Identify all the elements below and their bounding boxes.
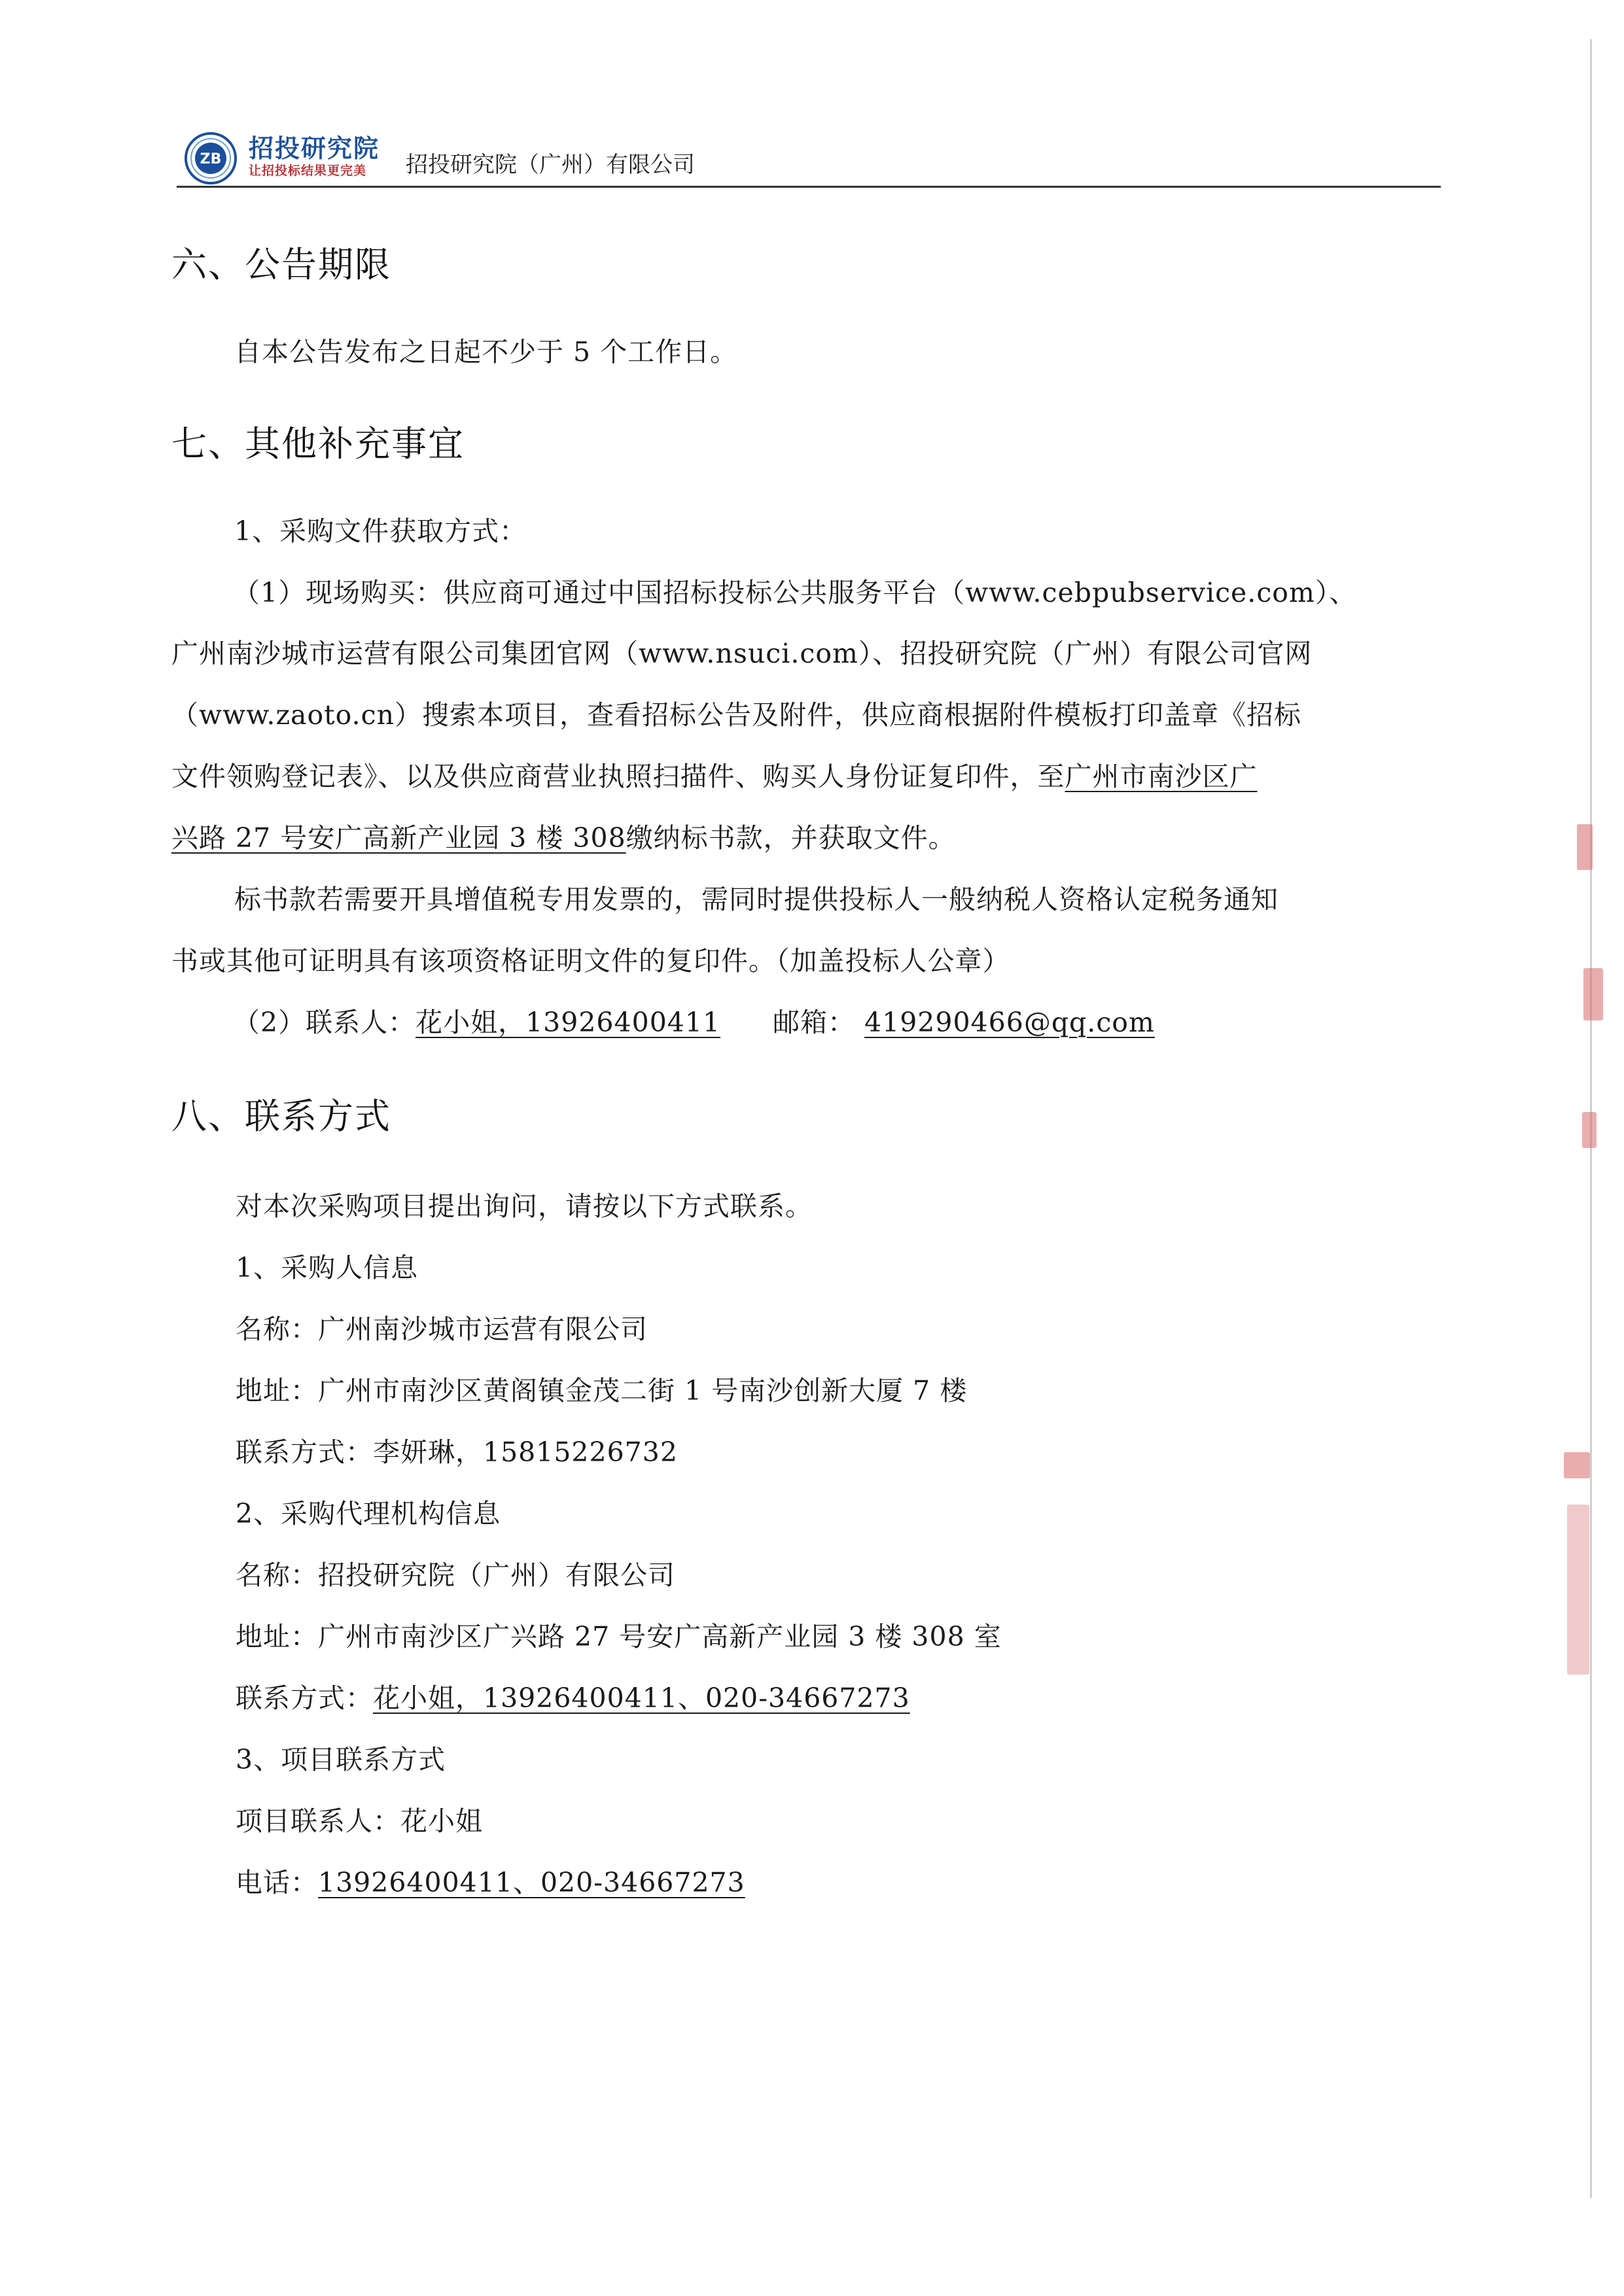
project-contact-person: 项目联系人：花小姐 — [236, 1805, 483, 1837]
header-divider — [177, 186, 1441, 188]
onsite-purchase-line-4 — [171, 759, 1258, 793]
purchase-method-heading: 1、采购文件获取方式： — [234, 515, 527, 547]
buyer-info-heading: 1、采购人信息 — [236, 1252, 419, 1283]
email-label: 邮箱： — [773, 1007, 856, 1038]
company-logo-icon — [183, 131, 238, 186]
contact-line — [233, 1005, 1155, 1039]
contact-value: 花小姐，13926400411 — [415, 1007, 721, 1038]
onsite-purchase-line-2: 广州南沙城市运营有限公司集团官网（www.nsuci.com）、招投研究院（广州）有限公司官网 — [171, 638, 1313, 669]
onsite-purchase-line-5 — [171, 821, 956, 855]
seam-stamp-fragment — [1582, 1112, 1597, 1148]
payment-instruction: 缴纳标书款，并获取文件。 — [626, 822, 956, 854]
section-six-title: 六、公告期限 — [171, 244, 391, 285]
inquiry-intro: 对本次采购项目提出询问，请按以下方式联系。 — [236, 1191, 813, 1222]
project-contact-heading: 3、项目联系方式 — [236, 1744, 446, 1775]
buyer-name: 名称：广州南沙城市运营有限公司 — [236, 1313, 648, 1345]
agent-contact — [236, 1681, 910, 1715]
header-company-name: 招投研究院（广州）有限公司 — [406, 152, 695, 178]
agent-contact-label: 联系方式： — [236, 1682, 373, 1714]
buyer-address: 地址：广州市南沙区黄阁镇金茂二街 1 号南沙创新大厦 7 楼 — [236, 1375, 968, 1406]
seam-stamp-fragment — [1567, 1505, 1589, 1675]
logo-name: 招投研究院 — [249, 134, 380, 163]
letterhead — [177, 128, 1439, 188]
purchase-address-part-2: 兴路 27 号安广高新产业园 3 楼 308 — [171, 822, 626, 854]
project-phone — [236, 1866, 745, 1900]
project-phone-value: 13926400411、020-34667273 — [318, 1867, 745, 1898]
section-seven-title: 七、其他补充事宜 — [171, 423, 465, 464]
project-phone-label: 电话： — [236, 1867, 318, 1898]
contact-label: （2）联系人： — [233, 1007, 416, 1038]
seam-stamp-fragment — [1583, 968, 1603, 1020]
invoice-note-line-2: 书或其他可证明具有该项资格证明文件的复印件。（加盖投标人公章） — [171, 945, 1010, 977]
section-six-text: 自本公告发布之日起不少于 5 个工作日。 — [234, 336, 738, 368]
onsite-purchase-line-1: （1）现场购买：供应商可通过中国招标投标公共服务平台（www.cebpubservice.com）、 — [233, 577, 1357, 608]
invoice-note-line-1: 标书款若需要开具增值税专用发票的，需同时提供投标人一般纳税人资格认定税务通知 — [234, 884, 1279, 915]
seam-stamp-fragment — [1577, 824, 1593, 870]
agent-address: 地址：广州市南沙区广兴路 27 号安广高新产业园 3 楼 308 室 — [236, 1621, 1002, 1652]
registration-instructions: 文件领购登记表》、以及供应商营业执照扫描件、购买人身份证复印件，至 — [171, 761, 1065, 792]
agent-contact-value: 花小姐，13926400411、020-34667273 — [373, 1682, 910, 1714]
logo-mark: ZB — [200, 151, 222, 167]
logo-slogan: 让招投标结果更完美 — [249, 164, 367, 178]
agent-info-heading: 2、采购代理机构信息 — [236, 1498, 501, 1529]
onsite-purchase-line-3: （www.zaoto.cn）搜索本项目，查看招标公告及附件，供应商根据附件模板打印盖章《招标 — [171, 699, 1302, 731]
purchase-address-part-1: 广州市南沙区广 — [1065, 761, 1258, 792]
agent-name: 名称：招投研究院（广州）有限公司 — [236, 1559, 675, 1591]
seam-stamp-fragment — [1564, 1452, 1590, 1478]
buyer-contact: 联系方式：李妍琳，15815226732 — [236, 1436, 678, 1468]
section-eight-title: 八、联系方式 — [171, 1096, 391, 1137]
email-value: 419290466@qq.com — [864, 1007, 1155, 1038]
